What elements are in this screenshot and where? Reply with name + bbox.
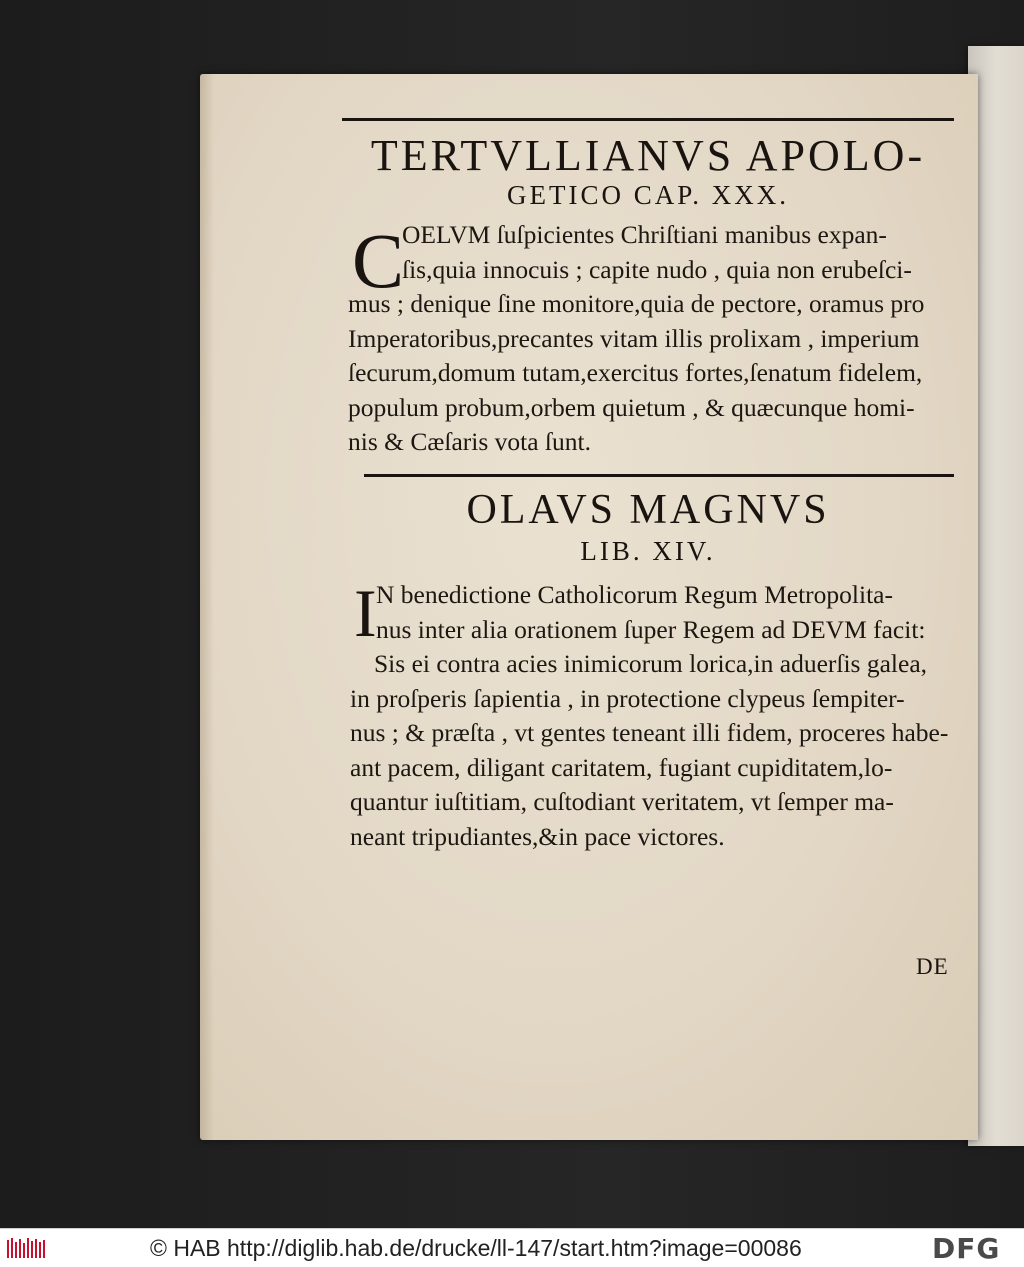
section2-line: in proſperis ſapientia , in protectione clypeus ſempiter-: [350, 683, 905, 713]
section2-heading-line1: OLAVS MAGNVS: [466, 487, 830, 533]
section2-line: ant pacem, diligant caritatem, fugiant cupiditatem,lo-: [350, 752, 893, 782]
section2-line: nus ; & præſta , vt gentes teneant illi fidem, proceres habe-: [350, 718, 949, 747]
section1-line: Imperatoribus,precantes vitam illis prolixam , imperium: [348, 323, 920, 353]
section2-body: [350, 575, 949, 854]
section2-line: Sis ei contra acies inimicorum lorica,in aduerſis galea,: [374, 649, 928, 678]
section2-line: neant tripudiantes,&in pace victores.: [350, 821, 725, 851]
section1-heading-line1: TERTVLLIANVS APOLO-: [370, 131, 926, 180]
hab-logo-icon: [6, 1236, 46, 1260]
section1-line: populum probum,orbem quietum , & quæcunque homi-: [348, 392, 915, 422]
section1-line: OELVM ſuſpicientes Chriſtiani manibus expan-: [402, 220, 887, 249]
section1-line: mus ; denique ſine monitore,quia de pectore, oramus pro: [348, 289, 925, 318]
section2-line: quantur iuſtitiam, cuſtodiant veritatem, vt ſemper ma-: [350, 787, 894, 816]
catchword: DE: [916, 954, 949, 979]
footer-bar: [0, 1228, 1024, 1267]
dfg-logo: DFG: [932, 1232, 1001, 1265]
section1-heading-line2: GETICO CAP. XXX.: [506, 180, 789, 210]
section2-heading-line2: LIB. XIV.: [580, 536, 716, 566]
section2-dropcap: I: [354, 575, 377, 651]
section2-line: N benedictione Catholicorum Regum Metropolita-: [376, 580, 893, 609]
section1-line: ſis,quia innocuis ; capite nudo , quia non erubeſci-: [402, 254, 912, 284]
section1-line: nis & Cæſaris vota ſunt.: [348, 427, 591, 456]
middle-rule: [364, 474, 954, 477]
section1-line: ſecurum,domum tutam,exercitus fortes,ſenatum fidelem,: [348, 358, 923, 387]
top-rule: [342, 118, 954, 121]
section2-line: nus inter alia orationem ſuper Regem ad DEVM facit:: [376, 614, 926, 644]
book-page: [200, 74, 978, 1140]
section1-body: [348, 218, 924, 460]
footer-copyright-link[interactable]: © HAB http://diglib.hab.de/drucke/ll-147/start.htm?image=00086: [150, 1235, 802, 1261]
section1-dropcap: C: [352, 217, 405, 304]
